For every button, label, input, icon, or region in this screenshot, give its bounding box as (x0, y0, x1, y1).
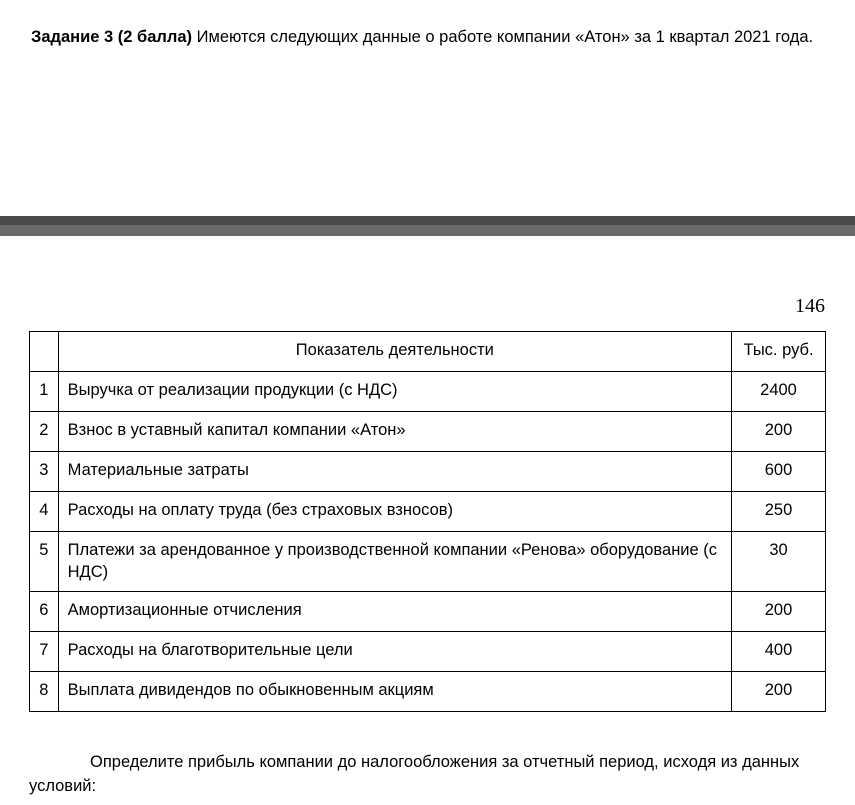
row-num: 3 (30, 452, 59, 492)
row-num: 2 (30, 412, 59, 452)
row-value: 30 (732, 532, 826, 592)
row-num: 8 (30, 672, 59, 712)
header-num (30, 332, 59, 372)
row-name: Расходы на оплату труда (без страховых взносов) (58, 492, 731, 532)
table-row (30, 492, 826, 532)
row-name: Выплата дивидендов по обыкновенным акциям (58, 672, 731, 712)
row-name: Платежи за арендованное у производственной компании «Ренова» оборудование (с НДС) (58, 532, 731, 592)
task-text: Имеются следующих данные о работе компании «Атон» за 1 квартал 2021 года. (192, 28, 814, 46)
task-heading (31, 26, 813, 48)
page-break-bar (0, 216, 855, 236)
row-value: 2400 (732, 372, 826, 412)
table-row (30, 532, 826, 592)
page-number: 146 (795, 295, 825, 317)
question-text: Определите прибыль компании до налогообложения за отчетный период, исходя из данных условий: (29, 753, 800, 795)
table-row (30, 632, 826, 672)
row-value: 200 (732, 412, 826, 452)
row-name: Амортизационные отчисления (58, 592, 731, 632)
row-value: 600 (732, 452, 826, 492)
header-indicator: Показатель деятельности (58, 332, 731, 372)
row-value: 200 (732, 672, 826, 712)
row-name: Взнос в уставный капитал компании «Атон» (58, 412, 731, 452)
row-name: Выручка от реализации продукции (с НДС) (58, 372, 731, 412)
row-name: Расходы на благотворительные цели (58, 632, 731, 672)
row-value: 250 (732, 492, 826, 532)
table-row (30, 452, 826, 492)
table-header-row (30, 332, 826, 372)
row-num: 5 (30, 532, 59, 592)
row-value: 200 (732, 592, 826, 632)
header-unit: Тыс. руб. (732, 332, 826, 372)
row-num: 6 (30, 592, 59, 632)
table-row (30, 592, 826, 632)
row-num: 1 (30, 372, 59, 412)
row-num: 7 (30, 632, 59, 672)
table-row (30, 672, 826, 712)
row-num: 4 (30, 492, 59, 532)
table-row (30, 372, 826, 412)
table-row (30, 412, 826, 452)
row-name: Материальные затраты (58, 452, 731, 492)
row-value: 400 (732, 632, 826, 672)
task-label: Задание 3 (2 балла) (31, 28, 193, 46)
data-table (29, 331, 826, 712)
